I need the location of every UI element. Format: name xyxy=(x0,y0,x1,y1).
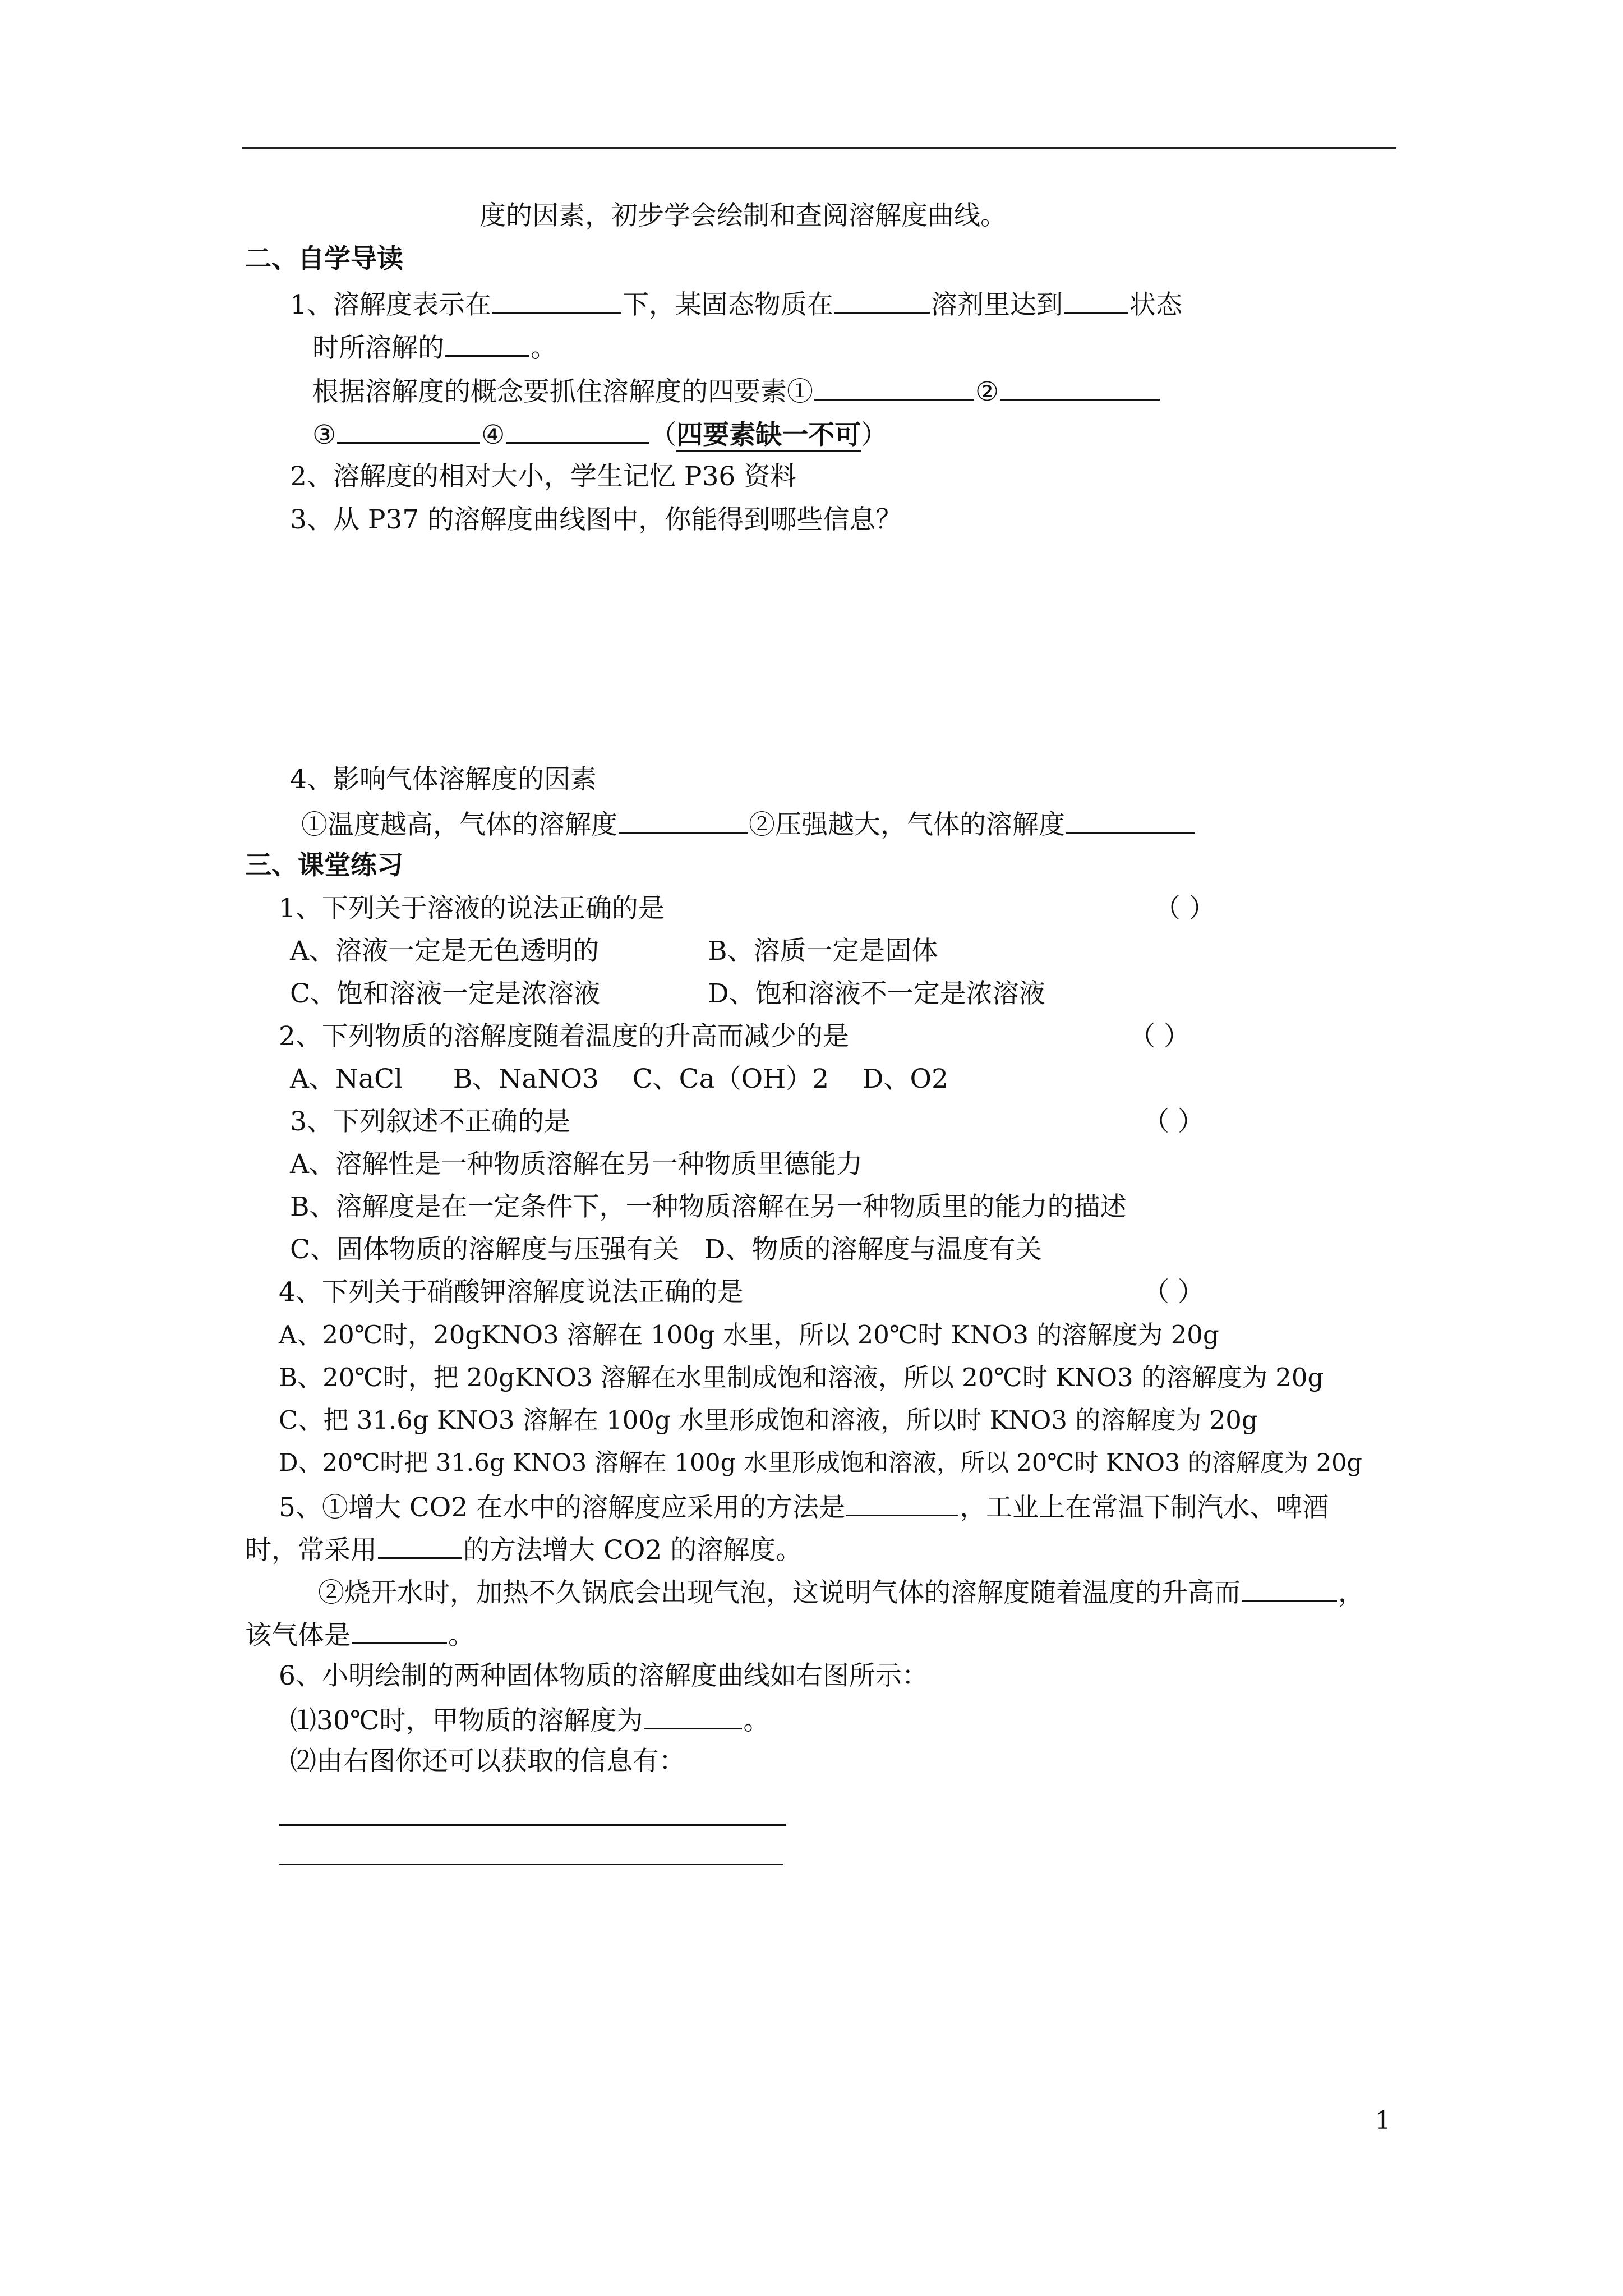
blank[interactable] xyxy=(644,1702,742,1729)
s2-q4: 4、影响气体溶解度的因素 xyxy=(290,764,597,795)
ex6-question: 6、小明绘制的两种固体物质的溶解度曲线如右图所示： xyxy=(279,1660,928,1691)
ex6-part2: ⑵由右图你还可以获取的信息有： xyxy=(290,1746,685,1777)
header-rule xyxy=(242,147,1396,149)
ex3-option-b: B、溶解度是在一定条件下，一种物质溶解在另一种物质里的能力的描述 xyxy=(290,1191,1127,1222)
ex1-question: 1、下列关于溶液的说法正确的是 xyxy=(279,893,665,924)
ex5-line1: 5、①增大 CO2 在水中的溶解度应采用的方法是 ，工业上在常温下制汽水、啤酒 xyxy=(279,1489,1329,1525)
s2-q4-items: ①温度越高，气体的溶解度 ②压强越大，气体的溶解度 xyxy=(301,806,1196,842)
ex1-option-d: D、饱和溶液不一定是浓溶液 xyxy=(708,978,1045,1009)
page-number: 1 xyxy=(1375,2106,1391,2135)
blank[interactable] xyxy=(378,1531,462,1559)
answer-paren[interactable]: （ ） xyxy=(1154,893,1215,924)
answer-line[interactable] xyxy=(279,1864,783,1865)
s2-q1-line1: 1、溶解度表示在 下，某固态物质在 溶剂里达到 状态 xyxy=(290,286,1182,322)
ex4-option-b: B、20℃时，把 20gKNO3 溶解在水里制成饱和溶液，所以 20℃时 KNO3 的溶解度为 20g xyxy=(279,1363,1324,1392)
ex4-option-c: C、把 31.6g KNO3 溶解在 100g 水里形成饱和溶液，所以时 KNO3 的溶解度为 20g xyxy=(279,1405,1258,1435)
blank[interactable] xyxy=(814,373,974,401)
ex3-question: 3、下列叙述不正确的是 xyxy=(290,1106,570,1137)
blank[interactable] xyxy=(1066,806,1195,834)
s2-q2: 2、溶解度的相对大小，学生记忆 P36 资料 xyxy=(290,461,797,492)
ex3-option-a: A、溶解性是一种物质溶解在另一种物质里德能力 xyxy=(290,1149,863,1180)
answer-line[interactable] xyxy=(279,1824,786,1826)
blank[interactable] xyxy=(492,286,621,314)
ex2-question: 2、下列物质的溶解度随着温度的升高而减少的是 xyxy=(279,1021,849,1052)
blank[interactable] xyxy=(1000,373,1160,401)
s2-q1-line2: 时所溶解的 。 xyxy=(312,329,557,365)
section3-title: 三、课堂练习 xyxy=(245,850,403,881)
answer-paren[interactable]: （ ） xyxy=(1129,1021,1190,1052)
intro-line: 度的因素，初步学会绘制和查阅溶解度曲线。 xyxy=(479,200,1007,231)
blank[interactable] xyxy=(1064,286,1128,314)
ex2-options: A、NaCl B、NaNO3 C、Ca（OH）2 D、O2 xyxy=(290,1064,948,1094)
ex4-option-d: D、20℃时把 31.6g KNO3 溶解在 100g 水里形成饱和溶液，所以 20℃时 KNO3 的溶解度为 20g xyxy=(279,1449,1362,1477)
answer-paren[interactable]: （ ） xyxy=(1143,1106,1204,1137)
blank[interactable] xyxy=(445,329,529,357)
ex1-option-a: A、溶液一定是无色透明的 xyxy=(290,936,599,967)
blank[interactable] xyxy=(337,416,480,444)
answer-paren[interactable]: （ ） xyxy=(1143,1277,1204,1308)
blank[interactable] xyxy=(506,416,649,444)
ex1-option-b: B、溶质一定是固体 xyxy=(708,936,938,967)
blank[interactable] xyxy=(352,1617,447,1644)
ex5-line2: 时，常采用 的方法增大 CO2 的溶解度。 xyxy=(245,1531,802,1567)
ex1-option-c: C、饱和溶液一定是浓溶液 xyxy=(290,978,600,1009)
s2-q1-line4: ③ ④ （四要素缺一不可） xyxy=(312,416,887,452)
blank[interactable] xyxy=(846,1489,958,1516)
blank[interactable] xyxy=(619,806,748,834)
s2-q3: 3、从 P37 的溶解度曲线图中，你能得到哪些信息？ xyxy=(290,504,902,535)
ex5-line4: 该气体是 。 xyxy=(245,1617,474,1653)
section2-title: 二、自学导读 xyxy=(245,243,403,274)
ex4-option-a: A、20℃时，20gKNO3 溶解在 100g 水里，所以 20℃时 KNO3 的溶解度为 20g xyxy=(279,1320,1219,1350)
ex5-line3: ②烧开水时，加热不久锅底会出现气泡，这说明气体的溶解度随着温度的升高而 ， xyxy=(318,1574,1364,1610)
blank[interactable] xyxy=(1242,1574,1337,1602)
ex4-question: 4、下列关于硝酸钾溶解度说法正确的是 xyxy=(279,1277,744,1308)
ex3-options-cd: C、固体物质的溶解度与压强有关 D、物质的溶解度与温度有关 xyxy=(290,1234,1042,1265)
ex6-part1: ⑴30℃时，甲物质的溶解度为 。 xyxy=(290,1702,769,1738)
s2-q1-line3: 根据溶解度的概念要抓住溶解度的四要素① ② xyxy=(312,373,1161,409)
blank[interactable] xyxy=(834,286,930,314)
